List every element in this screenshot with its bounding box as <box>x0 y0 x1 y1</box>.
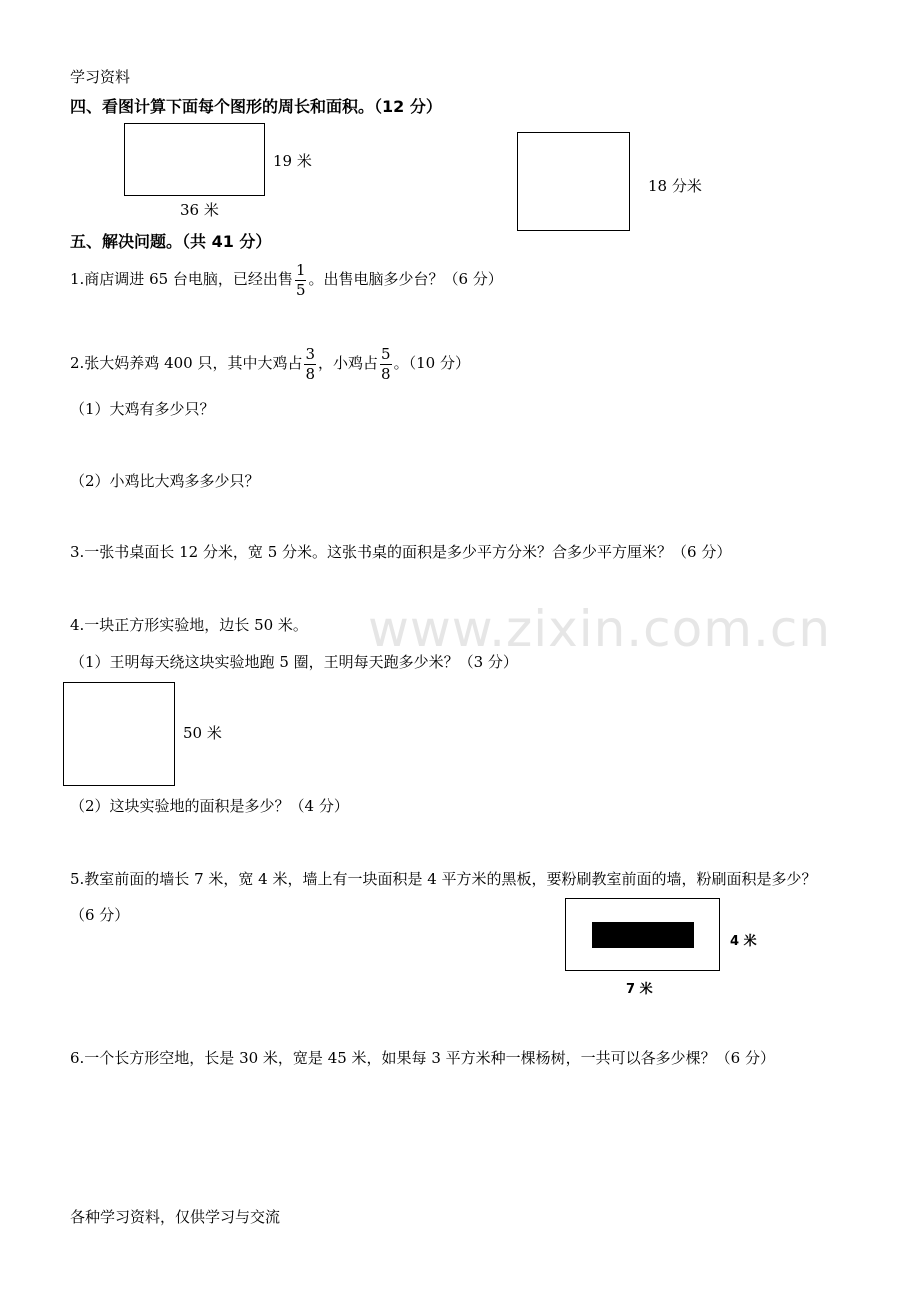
experimental-field-square <box>63 682 175 786</box>
section4-title: 四、看图计算下面每个图形的周长和面积。（12 分） <box>70 97 442 116</box>
q5-height-label: 4 米 <box>730 934 757 949</box>
question-3: 3.一张书桌面长 12 分米，宽 5 分米。这张书桌的面积是多少平方分米？合多少平方厘米？（6 分） <box>70 543 732 561</box>
question-4: 4.一块正方形实验地，边长 50 米。 <box>70 616 308 634</box>
question-1 <box>70 259 503 299</box>
q4-sub2: （2）这块实验地的面积是多少？（4 分） <box>70 797 349 815</box>
footer-text: 各种学习资料，仅供学习与交流 <box>70 1208 281 1226</box>
fraction-one-fifth <box>295 261 307 300</box>
square-side-label: 18 分米 <box>648 177 702 195</box>
q5-points: （6 分） <box>70 906 130 924</box>
section5-title: 五、解决问题。（共 41 分） <box>70 232 272 251</box>
fraction-five-eighths <box>380 345 392 384</box>
header-label: 学习资料 <box>70 68 131 86</box>
blackboard-shape <box>592 922 694 948</box>
fraction-numerator: 1 <box>295 260 306 279</box>
question-2 <box>70 343 470 383</box>
q2-text-post: 。（10 分） <box>393 354 470 372</box>
q4-side-label: 50 米 <box>183 724 222 742</box>
q5-width-label: 7 米 <box>626 982 653 997</box>
rectangle-figure <box>124 123 265 196</box>
rect-width-label: 36 米 <box>180 201 219 219</box>
q1-text-post: 。出售电脑多少台？（6 分） <box>308 270 503 288</box>
fraction-denominator: 8 <box>381 364 391 383</box>
fraction-numerator: 3 <box>305 344 316 363</box>
question-5: 5.教室前面的墙长 7 米，宽 4 米，墙上有一块面积是 4 平方米的黑板，要粉刷教室前面的墙，粉刷面积是多少？ <box>70 870 817 888</box>
q4-sub1: （1）王明每天绕这块实验地跑 5 圈，王明每天跑多少米？（3 分） <box>70 653 518 671</box>
fraction-three-eighths <box>304 345 316 384</box>
q1-text-pre: 1.商店调进 65 台电脑，已经出售 <box>70 270 293 288</box>
watermark: www.zixin.com.cn <box>368 600 832 658</box>
fraction-denominator: 8 <box>305 364 316 383</box>
fraction-denominator: 5 <box>295 280 306 299</box>
fraction-numerator: 5 <box>381 344 391 363</box>
q2-text-pre: 2.张大妈养鸡 400 只，其中大鸡占 <box>70 354 303 372</box>
q2-sub2: （2）小鸡比大鸡多多少只？ <box>70 472 260 490</box>
square-figure <box>517 132 630 231</box>
q2-sub1: （1）大鸡有多少只？ <box>70 400 215 418</box>
question-6: 6.一个长方形空地，长是 30 米，宽是 45 米，如果每 3 平方米种一棵杨树，一共可以各多少棵？（6 分） <box>70 1049 775 1067</box>
q2-text-mid: ，小鸡占 <box>318 354 379 372</box>
rect-height-label: 19 米 <box>273 152 312 170</box>
